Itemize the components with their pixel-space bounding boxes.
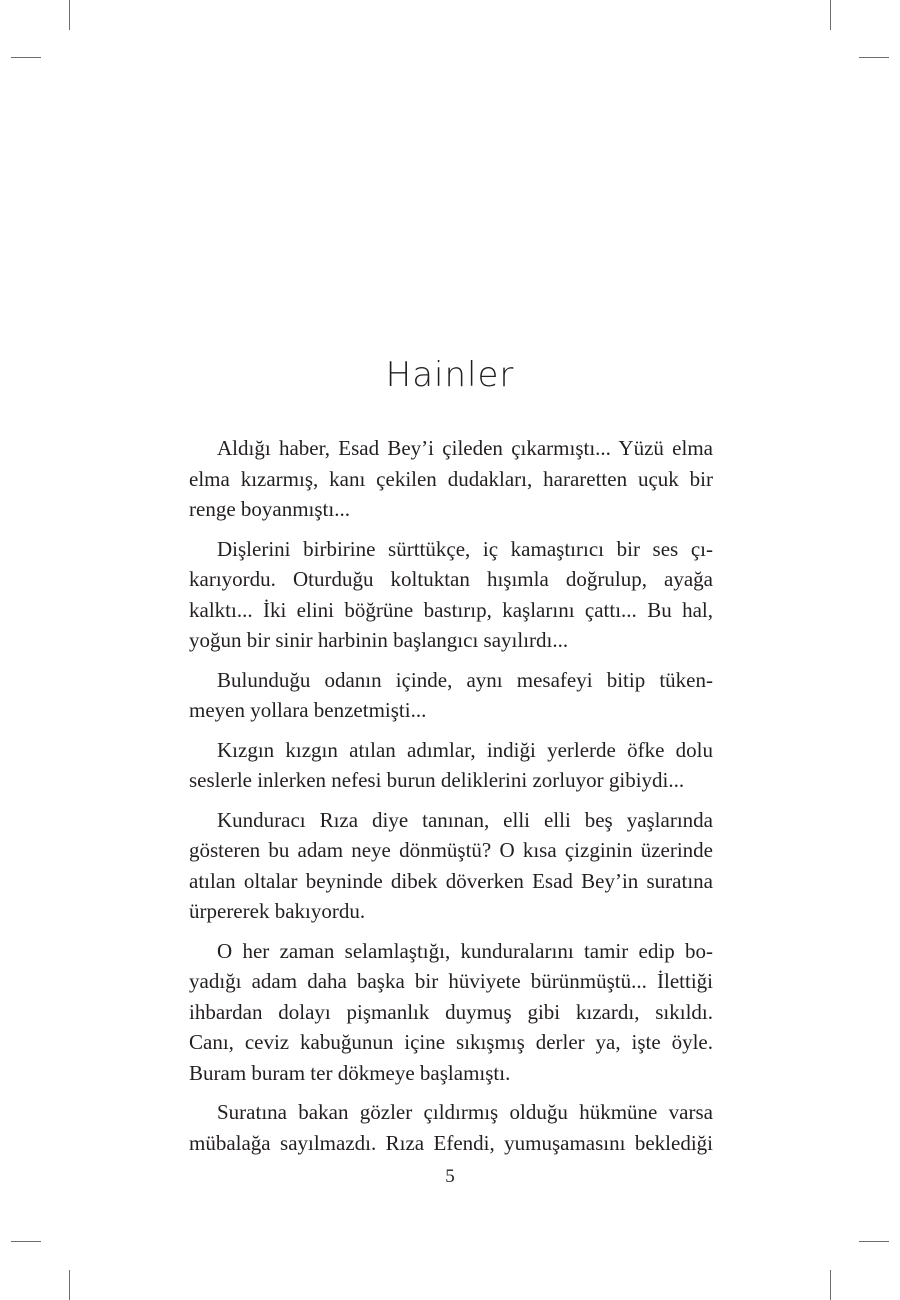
text-line: O her zaman selamlaştığı, kunduralarını tamir edip bo- — [217, 938, 713, 963]
text-line: gösteren bu adam neye dönmüştü? O kısa çizginin üzerinde — [189, 838, 713, 862]
text-line: Dişlerini birbirine sürttükçe, iç kamaştırıcı bir ses çı- — [217, 536, 713, 561]
text-line: yoğun bir sinir harbinin başlangıcı sayılırdı... — [189, 628, 569, 652]
paragraph — [189, 1097, 713, 1158]
paragraph — [189, 433, 713, 525]
text-line: Buram buram ter dökmeye başlamıştı. — [189, 1060, 511, 1085]
crop-mark-top-right — [830, 0, 831, 30]
text-line: Aldığı haber, Esad Bey’i çileden çıkarmıştı... Yüzü elma — [217, 436, 713, 460]
chapter-title: Hainler — [385, 355, 515, 395]
crop-mark-top-left — [69, 0, 70, 30]
page-number: 5 — [445, 1166, 455, 1187]
text-line: elma kızarmış, kanı çekilen dudakları, hararetten uçuk bir — [189, 466, 713, 491]
text-line: ürpererek bakıyordu. — [189, 899, 366, 923]
text-line: seslerle inlerken nefesi burun deliklerini zorluyor gibiydi... — [189, 768, 685, 792]
paragraph — [189, 936, 713, 1089]
text-line: yadığı adam daha başka bir hüviyete bürünmüştü... İlettiği — [189, 969, 713, 993]
paragraph — [189, 805, 713, 927]
crop-mark-bottom-left — [69, 1270, 70, 1300]
crop-mark-bottom-right — [830, 1270, 831, 1300]
paragraph — [189, 735, 713, 796]
crop-mark-bottom-right — [859, 1241, 889, 1242]
crop-mark-top-left — [11, 57, 41, 58]
chapter-body — [189, 433, 713, 1167]
text-line: kalktı... İki elini böğrüne bastırıp, kaşlarını çattı... Bu hal, — [189, 597, 713, 622]
text-line: atılan oltalar beyninde dibek döverken Esad Bey’in suratına — [189, 868, 713, 893]
text-line: Canı, ceviz kabuğunun içine sıkışmış derler ya, işte öyle. — [189, 1030, 713, 1054]
text-line: mübalağa sayılmazdı. Rıza Efendi, yumuşamasını beklediği — [189, 1130, 713, 1155]
text-line: karıyordu. Oturduğu koltuktan hışımla doğrulup, ayağa — [189, 567, 713, 591]
text-line: Suratına bakan gözler çıldırmış olduğu hükmüne varsa — [217, 1100, 713, 1124]
text-line: Bulunduğu odanın içinde, aynı mesafeyi bitip tüken- — [217, 667, 713, 692]
text-line: renge boyanmıştı... — [189, 497, 350, 521]
text-line: ihbardan dolayı pişmanlık duymuş gibi kızardı, sıkıldı. — [189, 999, 713, 1024]
text-line: Kunduracı Rıza diye tanınan, elli elli beş yaşlarında — [217, 807, 713, 832]
crop-mark-top-right — [859, 57, 889, 58]
text-line: meyen yollara benzetmişti... — [189, 698, 427, 722]
paragraph — [189, 665, 713, 726]
crop-mark-bottom-left — [11, 1241, 41, 1242]
text-line: Kızgın kızgın atılan adımlar, indiği yerlerde öfke dolu — [217, 737, 713, 762]
paragraph — [189, 534, 713, 656]
